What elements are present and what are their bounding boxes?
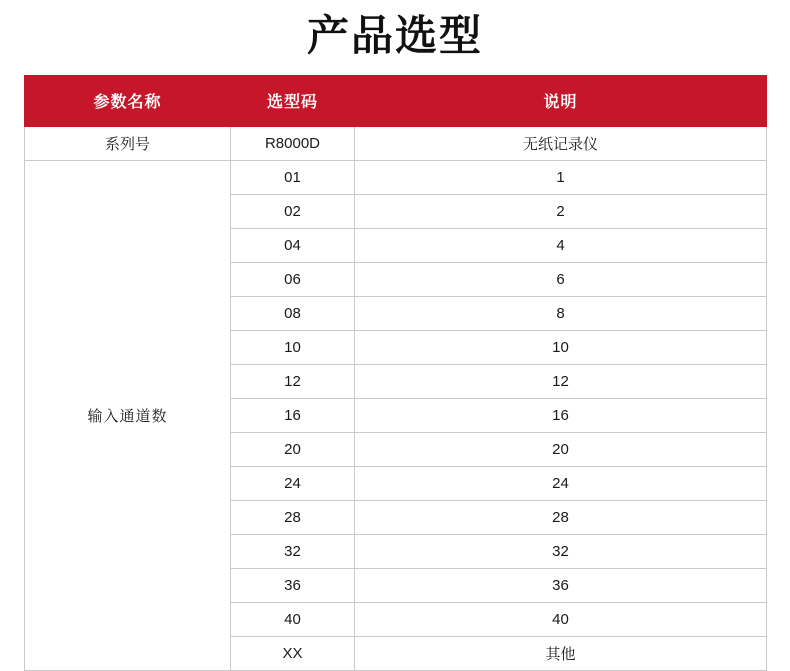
header-description: 说明 [355, 75, 767, 126]
channel-desc-cell: 32 [355, 534, 767, 568]
channel-desc-cell: 8 [355, 296, 767, 330]
channel-code-cell: XX [231, 636, 355, 670]
channel-desc-cell: 2 [355, 194, 767, 228]
channel-desc-cell: 12 [355, 364, 767, 398]
channel-desc-cell: 其他 [355, 636, 767, 670]
channel-code-cell: 04 [231, 228, 355, 262]
header-parameter-name: 参数名称 [25, 75, 231, 126]
channel-desc-cell: 40 [355, 602, 767, 636]
table-body [25, 126, 767, 670]
channel-code-cell: 12 [231, 364, 355, 398]
channel-code-cell: 40 [231, 602, 355, 636]
channel-code-cell: 28 [231, 500, 355, 534]
channel-code-cell: 20 [231, 432, 355, 466]
channel-desc-cell: 4 [355, 228, 767, 262]
channel-desc-cell: 6 [355, 262, 767, 296]
channel-code-cell: 36 [231, 568, 355, 602]
channel-code-cell: 24 [231, 466, 355, 500]
channel-desc-cell: 1 [355, 160, 767, 194]
table-row [25, 160, 767, 194]
series-code-cell: R8000D [231, 126, 355, 160]
channel-code-cell: 08 [231, 296, 355, 330]
channel-desc-cell: 16 [355, 398, 767, 432]
table-header-row [25, 75, 767, 126]
spec-table-container [0, 75, 790, 671]
table-header [25, 75, 767, 126]
channel-desc-cell: 28 [355, 500, 767, 534]
table-row [25, 126, 767, 160]
header-selection-code: 选型码 [231, 75, 355, 126]
channel-code-cell: 06 [231, 262, 355, 296]
channel-code-cell: 10 [231, 330, 355, 364]
series-desc-cell: 无纸记录仪 [355, 126, 767, 160]
channel-desc-cell: 24 [355, 466, 767, 500]
product-selection-table [24, 75, 767, 671]
page-title: 产品选型 [306, 12, 483, 59]
channel-code-cell: 16 [231, 398, 355, 432]
channel-desc-cell: 36 [355, 568, 767, 602]
channel-desc-cell: 10 [355, 330, 767, 364]
channel-desc-cell: 20 [355, 432, 767, 466]
channel-group-label-cell: 输入通道数 [25, 160, 231, 670]
channel-code-cell: 32 [231, 534, 355, 568]
channel-code-cell: 01 [231, 160, 355, 194]
channel-code-cell: 02 [231, 194, 355, 228]
series-name-cell: 系列号 [25, 126, 231, 160]
